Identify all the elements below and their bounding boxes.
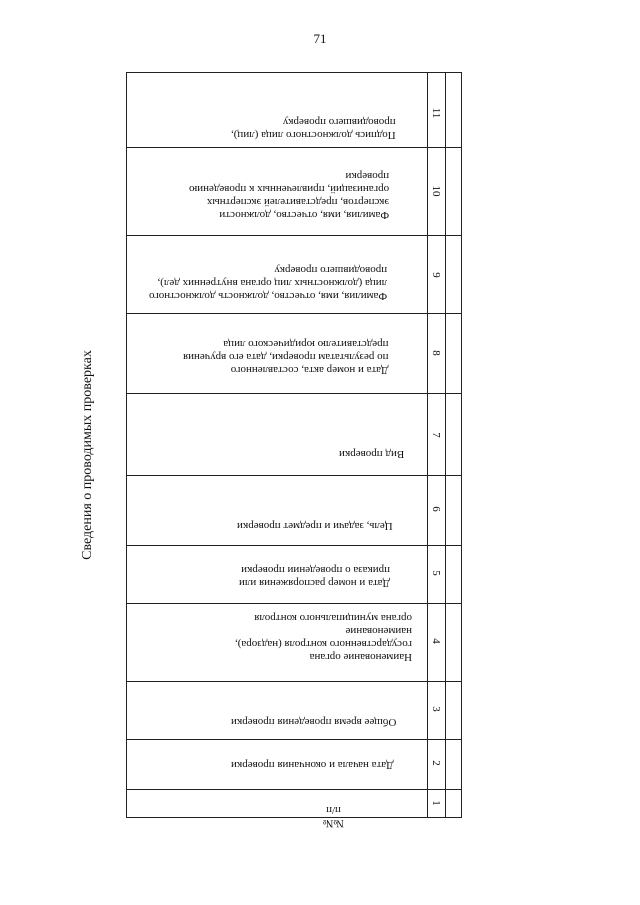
page-number: 71 (313, 31, 327, 46)
header-col-10: Фамилия, имя, отчество, должности экспертов, представителей экспертных организаций, привлеченных к проведению проверки (189, 170, 390, 221)
inspection-table (126, 72, 462, 829)
column-separator (127, 147, 461, 148)
col-number-1: 1 (430, 800, 442, 806)
column-separator (127, 789, 461, 790)
header-col-6: Цель, задачи и предмет проверки (237, 520, 393, 532)
header-col-5: Дата и номер распоряжения или приказа о проведении проверки (239, 564, 390, 589)
column-separator (127, 681, 461, 682)
header-col-1: №№ п/п (323, 804, 344, 829)
column-separator (127, 235, 461, 236)
col-number-4: 4 (430, 638, 442, 644)
col-number-6: 6 (430, 506, 442, 512)
column-separator (127, 739, 461, 740)
header-col-8: Дата и номер акта, составленного по результатам проверки, дата его вручения представителю юридического лица (183, 338, 389, 376)
header-col-9: Фамилия, имя, отчество, должность должностного лица (должностных лиц органа внутренних дел), проводившего проверку (149, 264, 388, 302)
column-separator (127, 475, 461, 476)
header-col-2: Дата начала и окончания проверки (231, 759, 394, 771)
column-separator (127, 603, 461, 604)
column-separator (127, 313, 461, 314)
col-number-3: 3 (430, 706, 442, 712)
col-number-5: 5 (430, 570, 442, 576)
col-number-9: 9 (430, 272, 442, 278)
col-number-7: 7 (430, 432, 442, 438)
column-separator (127, 545, 461, 546)
header-col-11: Подпись должностного лица (лиц), проводившего проверку (231, 116, 396, 141)
col-number-10: 10 (430, 185, 442, 197)
header-col-3: Общее время проведения проверки (231, 716, 397, 728)
col-number-2: 2 (430, 760, 442, 766)
column-separator (127, 393, 461, 394)
col-number-8: 8 (430, 350, 442, 356)
header-number-divider (427, 73, 428, 817)
col-number-11: 11 (430, 107, 442, 119)
row-divider (445, 73, 446, 817)
header-col-4: Наименование органа государственного контроля (надзора), наименование органа муниципального контроля (235, 612, 413, 663)
page-title: Сведения о проводимых проверках (80, 350, 95, 560)
header-col-7: Вид проверки (339, 448, 405, 460)
